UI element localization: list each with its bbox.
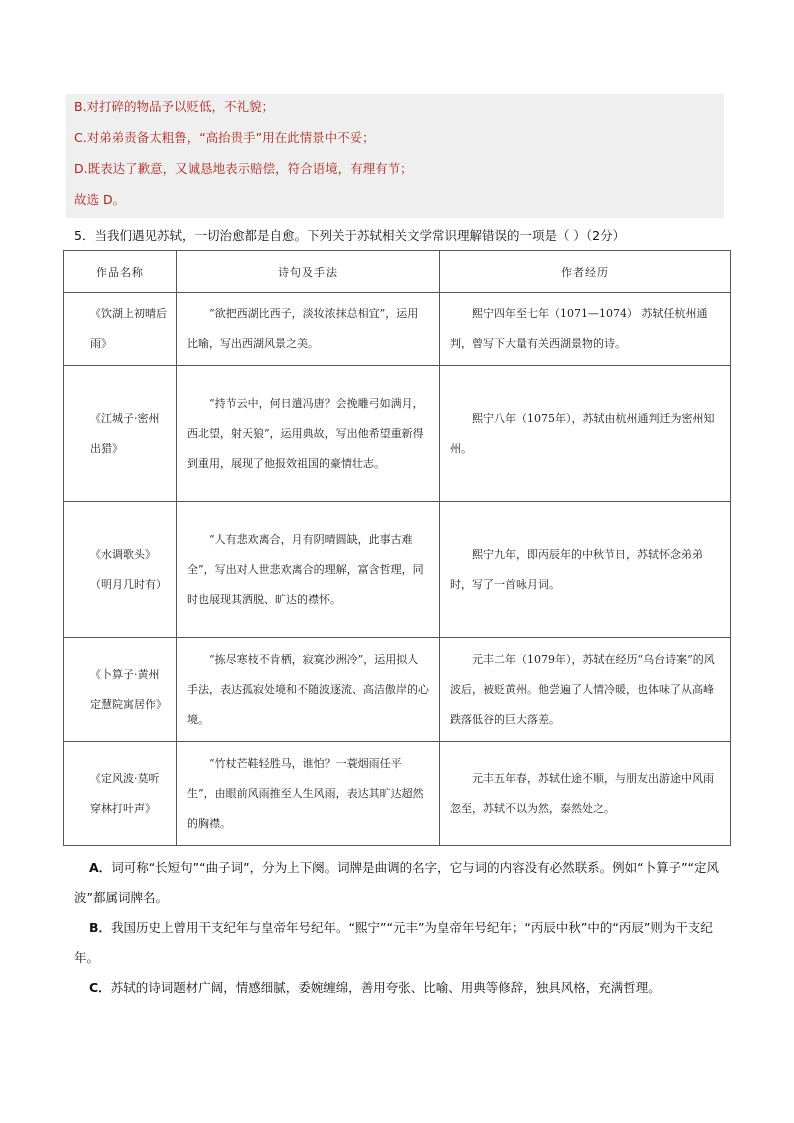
author-experience <box>440 502 731 638</box>
author-experience-text: 熙宁四年至七年（1071—1074） 苏轼任杭州通判，曾写下大量有关西湖景物的诗。 <box>450 307 708 350</box>
work-title: 《定风波·莫听穿林打叶声》 <box>64 742 177 846</box>
poem-lines-text: “竹杖芒鞋轻胜马，谁怕？一蓑烟雨任平生”，由眼前风雨推至人生风雨，表达其旷达超然的胸襟。 <box>187 756 424 830</box>
author-experience <box>440 293 731 366</box>
table-row <box>64 293 731 366</box>
option-b[interactable] <box>74 913 734 973</box>
author-experience-text: 熙宁九年，即丙辰年的中秋节日，苏轼怀念弟弟时，写了一首咏月词。 <box>450 547 703 591</box>
answer-conclusion: 故选 D。 <box>74 192 126 207</box>
poem-lines-text: “人有悲欢离合，月有阴晴圆缺，此事古难全”，写出对人世悲欢离合的理解，富含哲理，同时也展现其洒脱、旷达的襟怀。 <box>187 532 424 606</box>
work-title: 《饮湖上初晴后雨》 <box>64 293 177 366</box>
option-c[interactable] <box>74 973 734 1003</box>
author-experience <box>440 742 731 846</box>
poem-lines-text: “拣尽寒枝不肯栖，寂寞沙洲冷”，运用拟人手法，表达孤寂处境和不随波逐流、高洁傲岸的心境。 <box>187 652 429 726</box>
works-table <box>63 250 731 846</box>
author-experience <box>440 638 731 742</box>
table-row <box>64 742 731 846</box>
header-experience: 作者经历 <box>440 251 731 293</box>
work-title: 《卜算子·黄州定慧院寓居作》 <box>64 638 177 742</box>
header-work: 作品名称 <box>64 251 177 293</box>
poem-lines <box>177 502 440 638</box>
option-a-text: 词可称“长短句”“曲子词”，分为上下阕。词牌是曲调的名字，它与词的内容没有必然联系。例如“卜算子”“定风波”都属词牌名。 <box>74 860 720 905</box>
option-a[interactable] <box>74 853 734 913</box>
author-experience-text: 元丰二年（1079年），苏轼在经历“乌台诗案”的风波后，被贬黄州。他尝遍了人情冷暖，也体味了从高峰跌落低谷的巨大落差。 <box>450 652 715 726</box>
table-row <box>64 366 731 502</box>
answer-explanation-box <box>66 94 724 218</box>
poem-lines <box>177 293 440 366</box>
poem-lines-text: “持节云中，何日遣冯唐？会挽雕弓如满月，西北望，射天狼”，运用典故，写出他希望重新得到重用，展现了他报效祖国的豪情壮志。 <box>187 396 424 470</box>
poem-lines <box>177 366 440 502</box>
table-row <box>64 638 731 742</box>
answer-line-d: D.既表达了歉意，又诚恳地表示赔偿，符合语境，有理有节； <box>74 161 413 176</box>
option-c-text: 苏轼的诗词题材广阔，情感细腻，委婉缠绵，善用夸张、比喻、用典等修辞，独具风格，充满哲理。 <box>110 980 661 995</box>
poem-lines-text: “欲把西湖比西子，淡妆浓抹总相宜”，运用比喻，写出西湖风景之美。 <box>187 307 419 350</box>
work-title: 《江城子·密州出猎》 <box>64 366 177 502</box>
answer-line-c: C.对弟弟责备太粗鲁，“高抬贵手”用在此情景中不妥； <box>74 130 375 145</box>
work-title: 《水调歌头》（明月几时有） <box>64 502 177 638</box>
option-a-label: A． <box>89 860 112 875</box>
option-b-label: B． <box>89 920 112 935</box>
question-5: 5．当我们遇见苏轼，一切治愈都是自愈。下列关于苏轼相关文学常识理解错误的一项是（ ）（2分） <box>74 228 626 243</box>
table-row <box>64 502 731 638</box>
poem-lines <box>177 638 440 742</box>
poem-lines <box>177 742 440 846</box>
answer-line-b: B.对打碎的物品予以贬低，不礼貌； <box>74 99 275 114</box>
table-header-row <box>64 251 731 293</box>
answer-options <box>74 853 734 1003</box>
author-experience-text: 熙宁八年（1075年），苏轼由杭州通判迁为密州知州。 <box>450 411 715 455</box>
author-experience-text: 元丰五年春，苏轼仕途不顺，与朋友出游途中风雨忽至，苏轼不以为然，泰然处之。 <box>450 771 714 815</box>
option-b-text: 我国历史上曾用干支纪年与皇帝年号纪年。“熙宁”“元丰”为皇帝年号纪年；“丙辰中秋”中的“丙辰”则为干支纪年。 <box>74 920 713 965</box>
header-lines: 诗句及手法 <box>177 251 440 293</box>
option-c-label: C． <box>89 980 111 995</box>
author-experience <box>440 366 731 502</box>
